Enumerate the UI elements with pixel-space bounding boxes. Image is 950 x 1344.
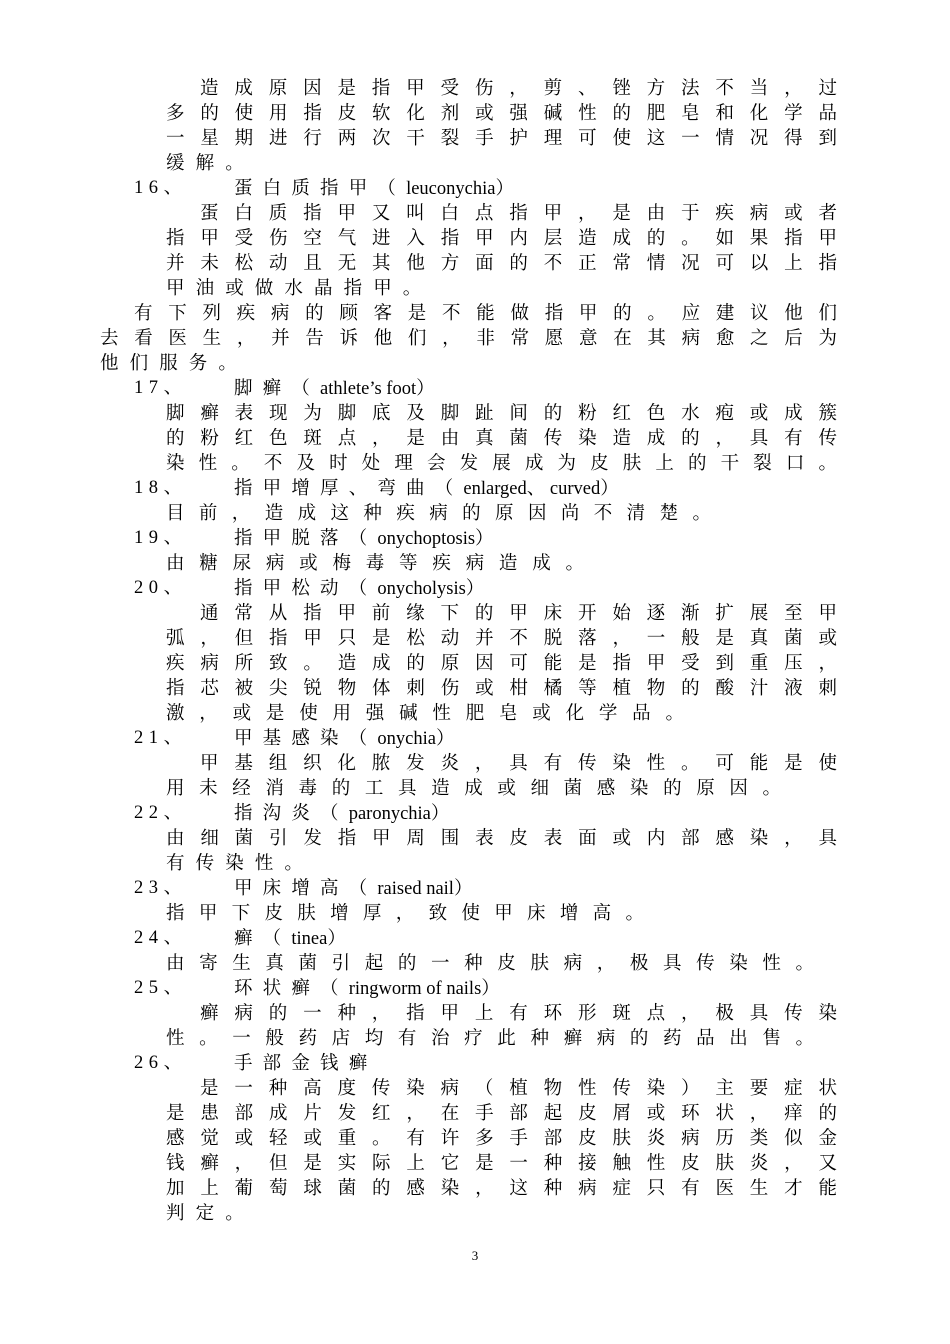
heading-number: 23、	[134, 878, 188, 898]
section-heading: 脚癣（athlete’s foot）	[234, 378, 445, 399]
heading-number: 19、	[134, 528, 188, 548]
text-line: 蛋白质指甲又叫白点指甲，是由于疾病或者	[200, 203, 837, 224]
heading-number: 21、	[134, 728, 188, 748]
page-number: 3	[471, 1248, 479, 1263]
section-heading: 癣（tinea）	[234, 928, 356, 949]
text-line: 激，或是使用强碱性肥皂或化学品。	[166, 703, 684, 724]
text-line: 是一种高度传染病（植物性传染）主要症状	[200, 1078, 837, 1099]
text-line: 甲油或做水晶指甲。	[166, 278, 433, 299]
text-line: 弧，但指甲只是松动并不脱落，一般是真菌或	[166, 628, 837, 649]
text-line: 甲基组织化脓发炎，具有传染性。可能是使	[200, 753, 837, 774]
text-line: 是患部成片发红，在手部起皮屑或环状，痒的	[166, 1103, 837, 1124]
text-line: 去看医生，并告诉他们，非常愿意在其病愈之后为	[100, 328, 837, 349]
section-heading: 甲床增高（raised nail）	[234, 878, 483, 899]
text-line: 有下列疾病的顾客是不能做指甲的。应建议他们	[134, 303, 837, 324]
text-line: 加上葡萄球菌的感染，这种病症只有医生才能	[166, 1178, 837, 1199]
heading-number: 18、	[134, 478, 188, 498]
text-line: 性。一般药店均有治疗此种癣病的药品出售。	[166, 1028, 814, 1049]
text-line: 脚癣表现为脚底及脚趾间的粉红色水疱或成簇	[166, 403, 837, 424]
text-line: 通常从指甲前缘下的甲床开始逐渐扩展至甲	[200, 603, 837, 624]
text-line: 有传染性。	[166, 853, 315, 874]
text-line: 缓解。	[166, 153, 255, 174]
section-heading: 指甲增厚、弯曲（enlarged、 curved）	[234, 478, 629, 499]
section-heading: 指甲脱落（onychoptosis）	[234, 528, 504, 549]
section-heading: 手部金钱癣	[234, 1053, 378, 1074]
text-line: 多的使用指皮软化剂或强碱性的肥皂和化学品	[166, 103, 837, 124]
text-line: 目前，造成这种疾病的原因尚不清楚。	[166, 503, 711, 524]
text-line: 疾病所致。造成的原因可能是指甲受到重压，	[166, 653, 837, 674]
heading-number: 20、	[134, 578, 188, 598]
text-line: 判定。	[166, 1203, 255, 1224]
heading-number: 17、	[134, 378, 188, 398]
text-line: 钱癣，但是实际上它是一种接触性皮肤炎，又	[166, 1153, 837, 1174]
heading-number: 24、	[134, 928, 188, 948]
heading-number: 25、	[134, 978, 188, 998]
text-line: 指芯被尖锐物体刺伤或柑橘等植物的酸汁液刺	[166, 678, 837, 699]
text-line: 一星期进行两次干裂手护理可使这一情况得到	[166, 128, 837, 149]
section-heading: 指沟炎（paronychia）	[234, 803, 460, 824]
text-line: 感觉或轻或重。有许多手部皮肤炎病历类似金	[166, 1128, 837, 1149]
text-line: 由寄生真菌引起的一种皮肤病，极具传染性。	[166, 953, 814, 974]
heading-number: 16、	[134, 178, 188, 198]
text-line: 染性。不及时处理会发展成为皮肤上的干裂口。	[166, 453, 837, 474]
section-heading: 指甲松动（onycholysis）	[234, 578, 495, 599]
text-line: 由细菌引发指甲周围表皮表面或内部感染，具	[166, 828, 837, 849]
text-line: 的粉红色斑点，是由真菌传染造成的，具有传	[166, 428, 837, 449]
text-line: 指甲受伤空气进入指甲内层造成的。如果指甲	[166, 228, 837, 249]
text-line: 并未松动且无其他方面的不正常情况可以上指	[166, 253, 837, 274]
text-line: 由糖尿病或梅毒等疾病造成。	[166, 553, 584, 574]
heading-number: 22、	[134, 803, 188, 823]
text-line: 造成原因是指甲受伤，剪、锉方法不当，过	[200, 78, 837, 99]
text-line: 用未经消毒的工具造成或细菌感染的原因。	[166, 778, 781, 799]
section-heading: 蛋白质指甲（leuconychia）	[234, 178, 525, 199]
text-line: 他们服务。	[100, 353, 249, 374]
heading-number: 26、	[134, 1053, 188, 1073]
section-heading: 环状癣（ringworm of nails）	[234, 978, 510, 999]
text-line: 癣病的一种，指甲上有环形斑点，极具传染	[200, 1003, 837, 1024]
text-line: 指甲下皮肤增厚，致使甲床增高。	[166, 903, 644, 924]
section-heading: 甲基感染（onychia）	[234, 728, 465, 749]
